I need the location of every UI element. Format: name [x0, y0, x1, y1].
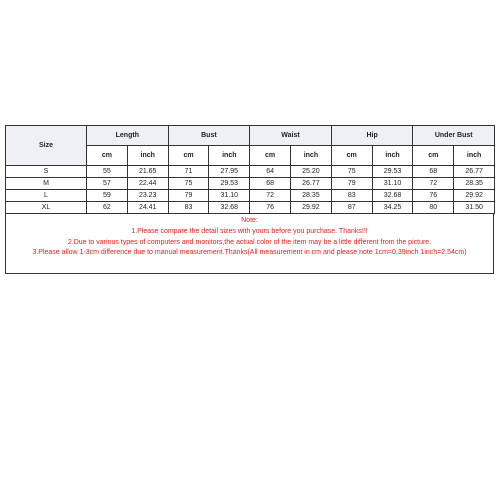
measurement-cell: 29.53 [209, 178, 250, 190]
notes-title: Note: [241, 217, 258, 224]
table-row [6, 166, 495, 178]
size-chart [5, 125, 494, 274]
table-row [6, 178, 495, 190]
measurement-cell: 87 [331, 202, 372, 214]
measurement-cell: 75 [168, 178, 209, 190]
size-cell: S [6, 166, 87, 178]
measurement-cell: 28.35 [454, 178, 495, 190]
unit-header-cm: cm [87, 146, 128, 166]
unit-header-inch: inch [209, 146, 250, 166]
measurement-cell: 55 [87, 166, 128, 178]
size-table [5, 125, 495, 214]
measurement-cell: 28.35 [291, 190, 332, 202]
measurement-cell: 68 [250, 178, 291, 190]
measurement-cell: 21.65 [127, 166, 168, 178]
size-column-header: Size [6, 126, 87, 166]
unit-header-inch: inch [291, 146, 332, 166]
measurement-cell: 29.92 [291, 202, 332, 214]
measurement-cell: 31.50 [454, 202, 495, 214]
measurement-cell: 75 [331, 166, 372, 178]
unit-header-inch: inch [127, 146, 168, 166]
size-cell: XL [6, 202, 87, 214]
measurement-cell: 25.20 [291, 166, 332, 178]
group-header-row [6, 126, 495, 146]
measurement-cell: 83 [168, 202, 209, 214]
group-header-hip: Hip [331, 126, 413, 146]
group-header-length: Length [87, 126, 169, 146]
measurement-cell: 68 [413, 166, 454, 178]
unit-header-cm: cm [168, 146, 209, 166]
measurement-cell: 23.23 [127, 190, 168, 202]
measurement-cell: 72 [413, 178, 454, 190]
unit-header-inch: inch [372, 146, 413, 166]
group-header-waist: Waist [250, 126, 332, 146]
measurement-cell: 62 [87, 202, 128, 214]
unit-header-inch: inch [454, 146, 495, 166]
measurement-cell: 64 [250, 166, 291, 178]
measurement-cell: 24.41 [127, 202, 168, 214]
unit-header-cm: cm [413, 146, 454, 166]
measurement-cell: 22.44 [127, 178, 168, 190]
measurement-cell: 31.10 [209, 190, 250, 202]
group-header-under-bust: Under Bust [413, 126, 495, 146]
measurement-cell: 26.77 [454, 166, 495, 178]
size-cell: M [6, 178, 87, 190]
measurement-cell: 79 [331, 178, 372, 190]
measurement-cell: 32.68 [209, 202, 250, 214]
measurement-cell: 27.95 [209, 166, 250, 178]
measurement-cell: 26.77 [291, 178, 332, 190]
size-cell: L [6, 190, 87, 202]
unit-header-cm: cm [250, 146, 291, 166]
unit-header-cm: cm [331, 146, 372, 166]
measurement-cell: 29.53 [372, 166, 413, 178]
measurement-cell: 31.10 [372, 178, 413, 190]
note-line: 2.Due to various types of computers and monitors,the actual color of the item may be a little different from the picture. [67, 238, 432, 246]
measurement-cell: 71 [168, 166, 209, 178]
note-line: 3.Please allow 1-3cm difference due to manual measurement.Thanks(All measurement in cm and please note 1cm=0.39inch 1inch=2.54cm) [32, 249, 467, 257]
measurement-cell: 79 [168, 190, 209, 202]
measurement-cell: 34.25 [372, 202, 413, 214]
note-line: 1.Please compare the detail sizes with yours before you purchase. Thanks!!! [131, 227, 368, 235]
measurement-cell: 72 [250, 190, 291, 202]
measurement-cell: 29.92 [454, 190, 495, 202]
measurement-cell: 76 [413, 190, 454, 202]
measurement-cell: 76 [250, 202, 291, 214]
measurement-cell: 83 [331, 190, 372, 202]
measurement-cell: 80 [413, 202, 454, 214]
measurement-cell: 59 [87, 190, 128, 202]
table-row [6, 202, 495, 214]
table-row [6, 190, 495, 202]
group-header-bust: Bust [168, 126, 250, 146]
measurement-cell: 57 [87, 178, 128, 190]
measurement-cell: 32.68 [372, 190, 413, 202]
notes-box [5, 214, 494, 274]
